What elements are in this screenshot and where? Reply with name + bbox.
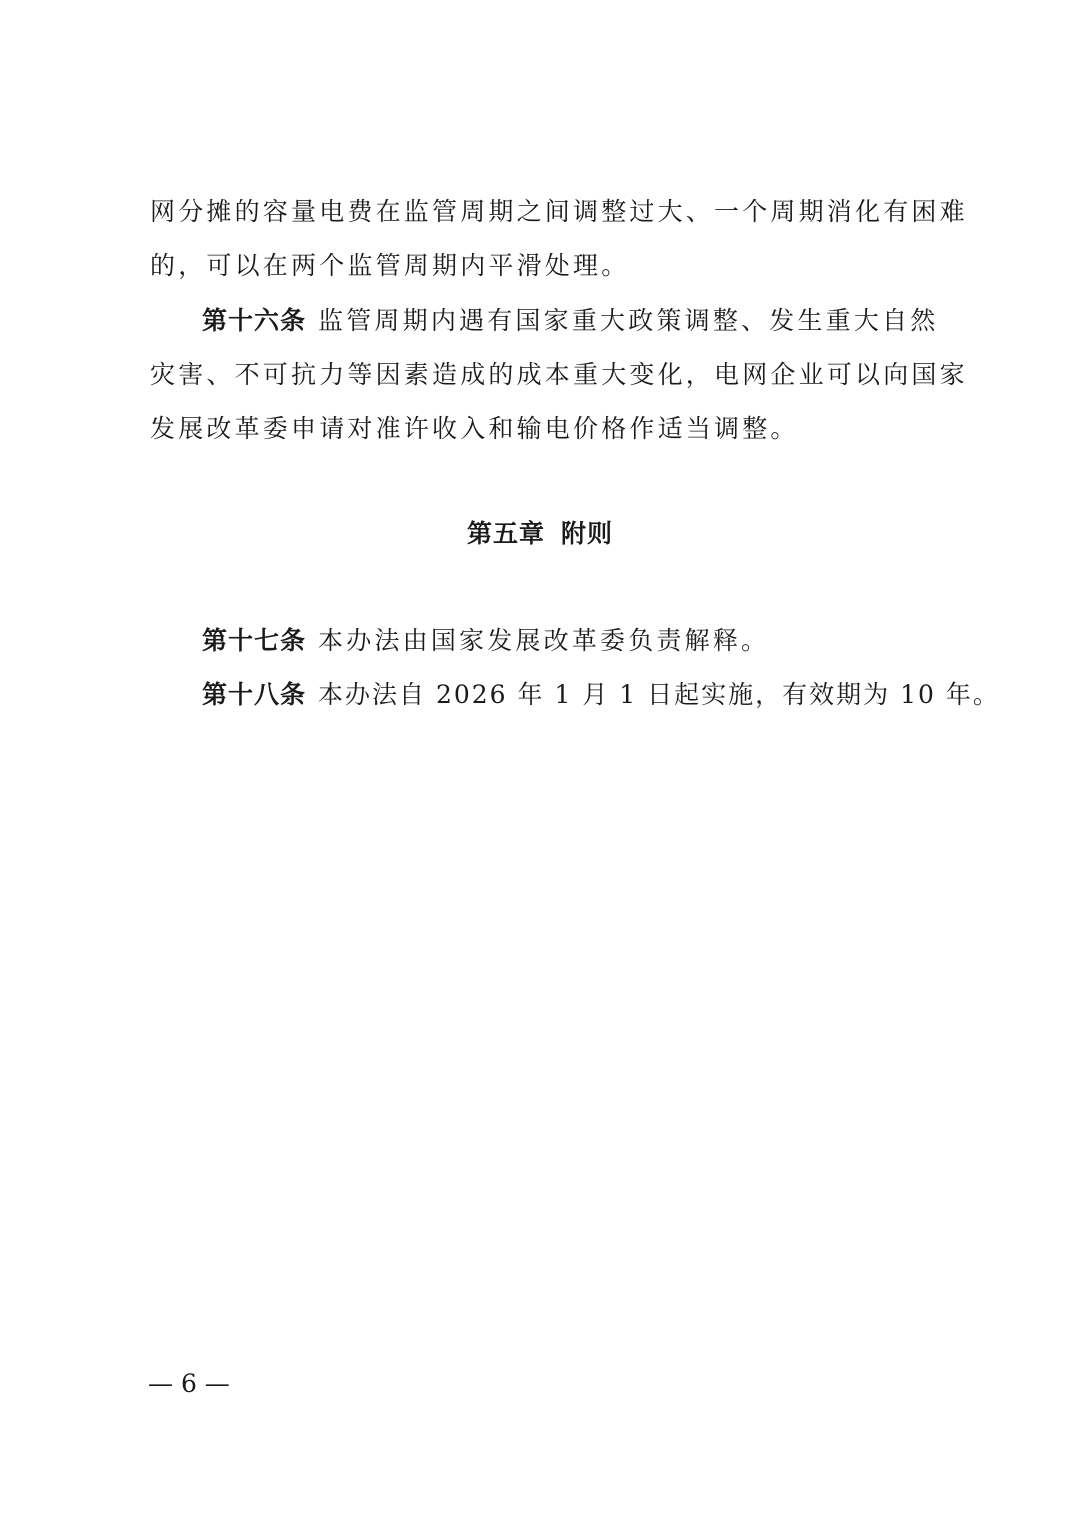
article-18 <box>202 679 1000 711</box>
article-17-label: 第十七条 <box>202 626 307 655</box>
paragraph-line: 灾害、不可抗力等因素造成的成本重大变化，电网企业可以向国家 <box>150 360 968 389</box>
chapter-number: 第五章 <box>466 519 545 548</box>
article-16-text: 监管周期内遇有国家重大政策调整、发生重大自然 <box>318 306 939 335</box>
page-number: — 6 — <box>148 1369 230 1398</box>
article-17 <box>202 625 992 657</box>
article-17-text: 本办法由国家发展改革委负责解释。 <box>318 626 770 655</box>
chapter-title: 附则 <box>561 519 614 548</box>
article-16 <box>202 305 992 337</box>
paragraph-line: 的，可以在两个监管周期内平滑处理。 <box>150 251 630 280</box>
article-18-text: 本办法自 2026 年 1 月 1 日起实施，有效期为 10 年。 <box>318 680 1000 709</box>
article-18-label: 第十八条 <box>202 680 307 709</box>
paragraph-line: 发展改革委申请对准许收入和输电价格作适当调整。 <box>150 414 799 443</box>
paragraph-line: 网分摊的容量电费在监管周期之间调整过大、一个周期消化有困难 <box>150 197 968 226</box>
chapter-heading <box>0 518 1080 550</box>
article-16-label: 第十六条 <box>202 306 307 335</box>
